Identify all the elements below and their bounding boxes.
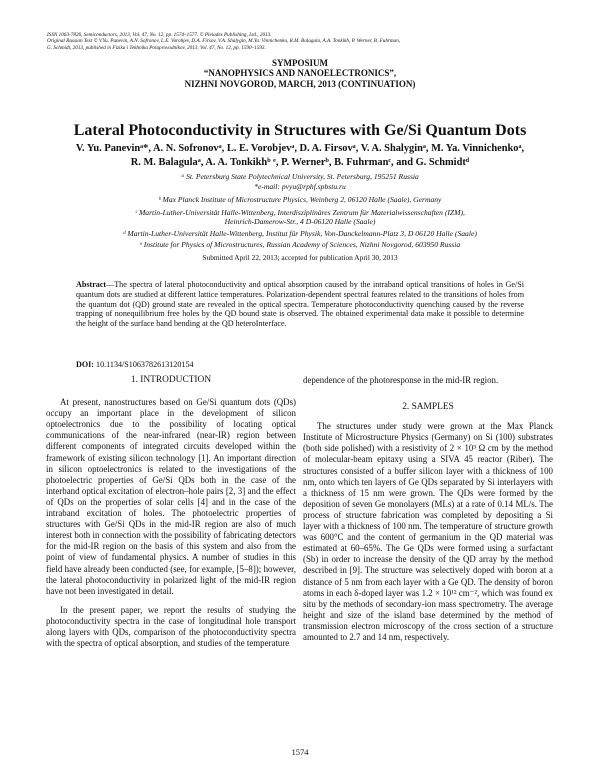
affiliation-c: ᶜ Martin-Luther-Universität Halle-Wittenberg, Interdisziplinäres Zentrum für Materialwissenschaften (IZM), — [135, 208, 465, 217]
journal-header — [47, 32, 557, 51]
intro-paragraph-1: At present, nanostructures based on Ge/Si quantum dots (QDs) occupy an important place in the development of silicon optoelectronics due to the possibility of locating optical communications of the near-infrared (near-IR) region between different components of integrated circuits developed within the framework of existing silicon technology [1]. An important direction in silicon optoelectronics is related to the investigations of the photoelectric properties of Ge/Si QDs both in the case of the interband optical excitation of electron–hole pairs [2, 3] and the effect of QDs on the properties of solar cells [4] and in the case of the intraband excitation of holes. The photoelectric properties of structures with Ge/Si QDs in the mid-IR region are also of much interest both in connection with the possibility of fabricating detectors for the mid-IR region on the basis of this system and also from the point of view of fundamental physics. A number of studies in this field have already been conducted (see, for example, [5–8]); however, the lateral photoconductivity in polarized light of the mid-IR region have not been investigated in detail. — [46, 397, 296, 596]
submission-dates: Submitted April 22, 2013; accepted for publication April 30, 2013 — [202, 253, 398, 262]
samples-heading: 2. SAMPLES — [402, 402, 454, 413]
symposium-line-3: NIZHNI NOVGOROD, MARCH, 2013 (CONTINUATION) — [184, 79, 416, 89]
intro-paragraph-cont: dependence of the photoresponse in the mid-IR region. — [303, 375, 499, 385]
intro-heading: 1. INTRODUCTION — [130, 375, 212, 385]
doi-label: DOI: — [76, 360, 94, 369]
header-line-1: ISSN 1063-7826, Semiconductors, 2013, Vol. 47, No. 12, pp. 1574–1577. © Pleiades Publishing, Ltd., 2013. — [47, 32, 272, 38]
intro-paragraph-2: In the present paper, we report the results of studying the photoconductivity spectra in the case of longitudinal hole transport along layers with QDs, comparison of the photoconductivity spectra with the spectra of optical absorption, and studies of the temperature — [46, 604, 296, 649]
left-column — [46, 375, 296, 649]
author-list — [40, 142, 560, 170]
header-line-2: Original Russian Text © V.Yu. Panevin, A.N. Sofronov, L.E. Vorobjev, D.A. Firsov, V.A. Shalygin, M.Ya. Vinnichenko, R.M. Balagula, A.A. Tonkikh, P. Werner, B. Fuhrman, — [47, 38, 401, 45]
symposium-line-2: “NANOPHYSICS AND NANOELECTRONICS”, — [203, 68, 397, 78]
paper-title: Lateral Photoconductivity in Structures with Ge/Si Quantum Dots — [73, 122, 527, 139]
authors-line-1: V. Yu. Panevinᵃ*, A. N. Sofronovᵃ, L. E. Vorobjevᵃ, D. A. Firsovᵃ, V. A. Shalyginᵃ, M. Ya. Vinnichenkoᵃ, — [75, 143, 525, 154]
affiliation-c-cont: Heinrich-Damerow-Str., 4 D-06120 Halle (Saale) — [224, 217, 376, 226]
header-line-3: G. Schmidt, 2013, published in Fizika i Tekhnika Poluprovodnikov, 2013, Vol. 47, No. 12, pp. 1590–1593. — [47, 44, 266, 51]
affiliation-a: ᵃ St. Petersburg State Polytechnical University, St. Petersburg, 195251 Russia — [181, 172, 419, 181]
abstract-text: —The spectra of lateral photoconductivity and optical absorption caused by the intraband optical transitions of holes in Ge/Si quantum dots are studied at different lattice temperatures. Polarization-dependent spectral features related to the transitions of holes from the quantum dot (QD) ground state are revealed in the optical spectra. Temperature photoconductivity quenching caused by the reverse trapping of nonequilibrium free holes by the QD bound state is observed. The obtained experimental data make it possible to determine the height of the surface band bending at the QD heteroInterface. — [76, 280, 524, 329]
affiliation-b: ᵇ Max Planck Institute of Microstructure Physics, Weinberg 2, 06120 Halle (Saale), Germany — [158, 195, 442, 204]
doi-link[interactable]: 10.1134/S1063782613120154 — [96, 360, 194, 369]
samples-paragraph-1: The structures under study were grown at the Max Planck Institute of Microstructure Physics (Germany) on Si (100) substrates (both side polished) with a resistivity of 2 × 10³ Ω cm by the method of molecular-beam epitaxy using a SIVA 45 reactor (Riber). The structures consisted of a buffer silicon layer with a thickness of 100 nm, onto which ten layers of Ge QDs separated by Si interlayers with a thickness of 15 nm were grown. The QDs were formed by the deposition of seven Ge monolayers (MLs) at a rate of 0.14 ML/s. The process of structure fabrication was completed by depositing a Si layer with a thickness of 100 nm. The temperature of structure growth was 600°C and the content of germanium in the QD material was estimated at 60–65%. The Ge QDs were formed using a surfactant (Sb) in order to increase the density of the QD array by the method described in [9]. The structure was selectively doped with boron at a distance of 5 nm from each layer with a Ge QD. The density of boron atoms in each δ-doped layer was 1.2 × 10¹² cm⁻², which was found ex situ by the methods of secondary-ion mass spectrometry. The average height and size of the island base determined by the method of transmission electron microscopy of the cross section of a structure amounted to 2.7 and 14 nm, respectively. — [303, 421, 553, 642]
affiliation-d: ᵈ Martin-Luther-Universität Halle-Wittenberg, Institut für Physik, Von-Danckelmann-Platz 3, D 06120 Halle (Saale) — [123, 229, 477, 238]
right-column — [303, 375, 553, 643]
page-number: 1574 — [291, 747, 309, 757]
email-address[interactable]: *e-mail: pvyu@rphf.spbstu.ru — [254, 182, 346, 191]
abstract-label: Abstract — [76, 280, 107, 289]
symposium-line-1: SYMPOSIUM — [272, 58, 328, 68]
affiliation-e: ᵉ Institute for Physics of Microstructures, Russian Academy of Sciences, Nizhni Novgorod, 603950 Russia — [139, 240, 461, 249]
abstract — [76, 280, 524, 329]
doi — [76, 360, 194, 369]
authors-line-2: R. M. Balagulaᵃ, A. A. Tonkikhᵇ ᵉ, P. Wernerᵇ, B. Fuhrmanᶜ, and G. Schmidtᵈ — [130, 157, 470, 168]
